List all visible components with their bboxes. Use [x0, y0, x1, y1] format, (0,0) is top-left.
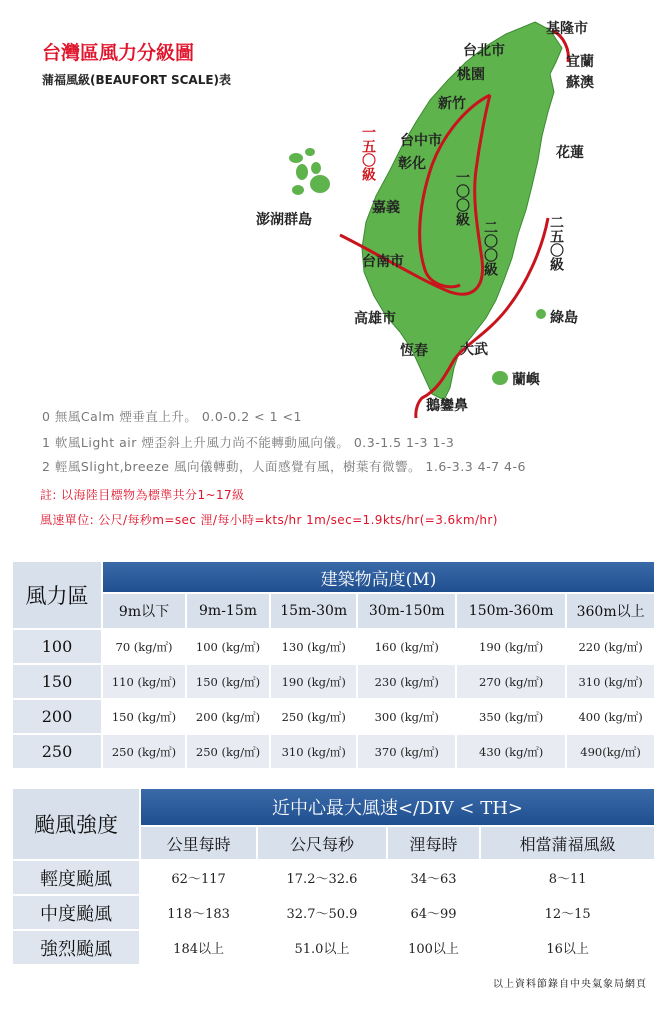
- city-label: 台北市: [463, 43, 505, 59]
- wind-pressure-table: [11, 560, 656, 770]
- table-cell: 51.0以上: [294, 942, 350, 957]
- row-label: 200: [13, 700, 101, 733]
- table-cell: 118～183: [167, 907, 230, 922]
- table-cell: 310 (kg/㎡): [271, 735, 356, 768]
- city-label: 台中市: [400, 133, 442, 149]
- note-units: 風速單位: 公尺/每秒m=sec 浬/每小時=kts/hr 1m/sec=1.9kts/hr(=3.6km/hr): [40, 513, 498, 527]
- table-cell: 150 (kg/㎡): [187, 665, 269, 698]
- table-cell: 17.2～32.6: [286, 872, 358, 887]
- row-label: 中度颱風: [13, 896, 139, 929]
- column-header: 浬每時: [388, 827, 479, 859]
- city-label: 台南市: [362, 254, 404, 270]
- table-cell: 160 (kg/㎡): [358, 630, 455, 663]
- table-cell: 350 (kg/㎡): [457, 700, 565, 733]
- table-cell: 100以上: [408, 942, 459, 957]
- group-header: 建築物高度(M): [103, 562, 654, 592]
- table-row: [13, 896, 654, 929]
- table-cell: 190 (kg/㎡): [271, 665, 356, 698]
- taiwan-wind-map: [250, 0, 620, 420]
- orchid-island: [492, 371, 508, 385]
- table-cell: 430 (kg/㎡): [457, 735, 565, 768]
- table-cell: 370 (kg/㎡): [358, 735, 455, 768]
- table-cell: 250 (kg/㎡): [187, 735, 269, 768]
- city-label: 高雄市: [354, 311, 396, 327]
- source-note: 以上資料節錄自中央氣象局網頁: [493, 979, 647, 990]
- row-header: 風力區: [13, 562, 101, 628]
- table-cell: 110 (kg/㎡): [103, 665, 185, 698]
- row-label: 250: [13, 735, 101, 768]
- table-cell: 200 (kg/㎡): [187, 700, 269, 733]
- table-cell: 34～63: [410, 872, 457, 887]
- table-cell: 310 (kg/㎡): [567, 665, 654, 698]
- zone-label-east-outer: 二五〇級: [548, 215, 564, 271]
- row-label: 150: [13, 665, 101, 698]
- table-row: [13, 630, 654, 663]
- note-levels: 註: 以海陸目標物為標準共分1~17級: [40, 488, 245, 502]
- city-label: 新竹: [438, 96, 466, 112]
- row-label: 輕度颱風: [13, 861, 139, 894]
- table-cell: 62～117: [171, 872, 226, 887]
- city-label: 宜蘭: [566, 54, 594, 70]
- table-cell: 100 (kg/㎡): [187, 630, 269, 663]
- table-row: [13, 735, 654, 768]
- city-label: 花蓮: [556, 145, 584, 161]
- table-cell: 400 (kg/㎡): [567, 700, 654, 733]
- scale-row-1: 1 軟風Light air 煙歪斜上升風力尚不能轉動風向儀。 0.3-1.5 1-3 1-3: [42, 435, 455, 450]
- city-label: 澎湖群島: [256, 212, 312, 228]
- city-label: 嘉義: [372, 200, 400, 216]
- column-header: 公尺每秒: [258, 827, 386, 859]
- table-cell: 270 (kg/㎡): [457, 665, 565, 698]
- column-header: 9m以下: [103, 594, 185, 628]
- column-header: 150m-360m: [457, 594, 565, 628]
- column-header: 公里每時: [141, 827, 256, 859]
- table-cell: 490(kg/㎡): [567, 735, 654, 768]
- row-label: 100: [13, 630, 101, 663]
- page-subtitle: 蒲福風級(BEAUFORT SCALE)表: [42, 73, 232, 87]
- zone-label-central: 一〇〇級: [454, 170, 470, 226]
- table-cell: 32.7～50.9: [286, 907, 358, 922]
- zone-label-west: 一五〇級: [360, 125, 376, 181]
- table-cell: 150 (kg/㎡): [103, 700, 185, 733]
- scale-row-0: 0 無風Calm 煙垂直上升。 0.0-0.2 < 1 <1: [42, 409, 302, 424]
- penghu-islands: [289, 148, 330, 195]
- row-header: 颱風強度: [13, 789, 139, 859]
- table-row: [13, 700, 654, 733]
- column-header: 相當蒲福風級: [481, 827, 654, 859]
- city-label: 綠島: [550, 310, 578, 326]
- column-header: 9m-15m: [187, 594, 269, 628]
- city-label: 大武: [460, 342, 488, 358]
- row-label: 強烈颱風: [13, 931, 139, 964]
- table-cell: 70 (kg/㎡): [103, 630, 185, 663]
- table-cell: 190 (kg/㎡): [457, 630, 565, 663]
- scale-row-2: 2 輕風Slight,breeze 風向儀轉動，人面感覺有風，樹葉有微響。 1.6-3.3 4-7 4-6: [42, 459, 526, 474]
- column-header: 360m以上: [567, 594, 654, 628]
- column-header: 15m-30m: [271, 594, 356, 628]
- table-cell: 230 (kg/㎡): [358, 665, 455, 698]
- table-row: [13, 861, 654, 894]
- city-label: 彰化: [398, 156, 426, 172]
- zone-label-east-inner: 二〇〇級: [482, 220, 498, 276]
- city-label: 基隆市: [546, 21, 588, 37]
- table-row: [13, 665, 654, 698]
- city-label: 鵝鑾鼻: [426, 398, 468, 414]
- table-cell: 16以上: [546, 942, 589, 957]
- table-cell: 250 (kg/㎡): [103, 735, 185, 768]
- table-cell: 300 (kg/㎡): [358, 700, 455, 733]
- city-label: 恆春: [400, 343, 428, 359]
- column-header: 30m-150m: [358, 594, 455, 628]
- table-cell: 64～99: [410, 907, 457, 922]
- city-label: 蘇澳: [566, 75, 594, 91]
- typhoon-table: [11, 787, 656, 966]
- green-island: [536, 309, 546, 319]
- group-header: 近中心最大風速</DIV < TH>: [141, 789, 654, 825]
- table-cell: 8～11: [548, 872, 587, 887]
- city-label: 蘭嶼: [512, 372, 540, 388]
- table-cell: 130 (kg/㎡): [271, 630, 356, 663]
- table-row: [13, 931, 654, 964]
- table-cell: 12～15: [544, 907, 591, 922]
- table-cell: 250 (kg/㎡): [271, 700, 356, 733]
- city-label: 桃園: [457, 67, 485, 83]
- table-cell: 220 (kg/㎡): [567, 630, 654, 663]
- table-cell: 184以上: [173, 942, 224, 957]
- page-title: 台灣區風力分級圖: [42, 42, 195, 64]
